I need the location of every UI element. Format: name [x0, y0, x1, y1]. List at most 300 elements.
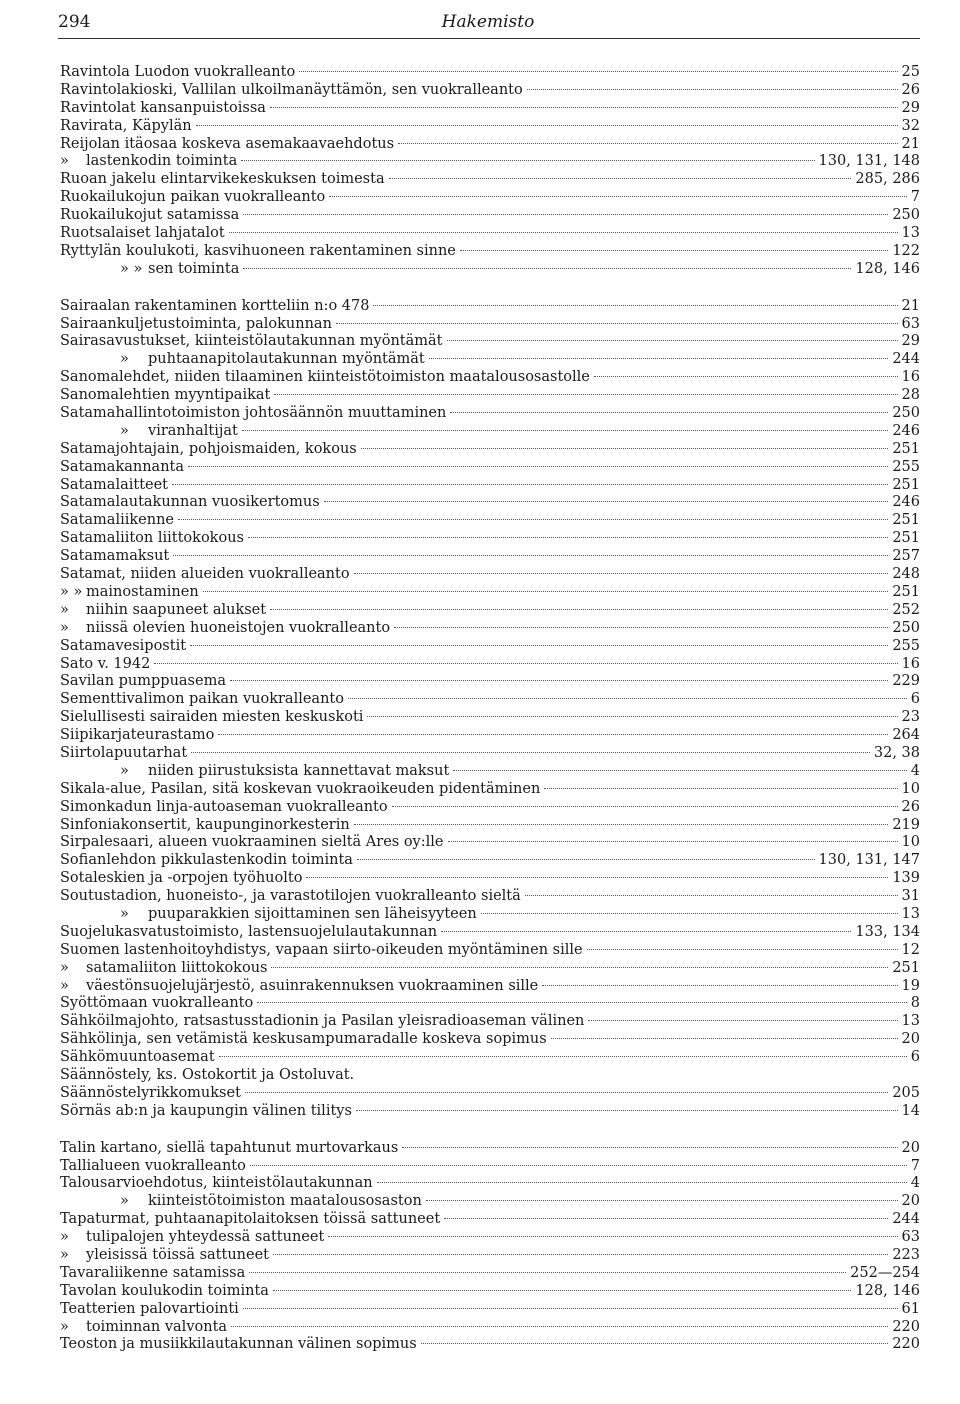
dot-leader: [270, 609, 888, 610]
page-reference: 255: [892, 458, 920, 475]
index-term: Satamat, niiden alueiden vuokralleanto: [60, 566, 350, 583]
dot-leader: [398, 143, 897, 144]
index-entry: [60, 1013, 920, 1031]
page-reference: 246: [892, 422, 920, 439]
index-term: Suojelukasvatustoimisto, lastensuojelulautakunnan: [60, 923, 438, 940]
index-entry: [60, 888, 920, 906]
index-entry: [60, 441, 920, 459]
index-entry: [60, 207, 920, 225]
page-reference: 21: [901, 297, 920, 314]
index-entry: [60, 1067, 920, 1085]
index-term: Ravirata, Käpylän: [60, 117, 192, 134]
index-entry: [60, 100, 920, 118]
dot-leader: [242, 430, 889, 431]
index-entry: [60, 1140, 920, 1158]
page-reference: 257: [892, 548, 920, 565]
page-reference: 16: [901, 369, 920, 386]
dot-leader: [218, 734, 888, 735]
page-reference: 16: [901, 655, 920, 672]
page-reference: 251: [892, 583, 920, 600]
index-term: Ruoan jakelu elintarvikekeskuksen toimesta: [60, 171, 385, 188]
page-reference: 250: [892, 207, 920, 224]
index-entry: [60, 1103, 920, 1121]
dot-leader: [241, 160, 814, 161]
index-entry: [60, 620, 920, 638]
page-reference: 13: [901, 905, 920, 922]
index-entry: [60, 261, 920, 279]
index-term: Sinfoniakonsertit, kaupunginorkesterin: [60, 816, 350, 833]
ditto-mark: »: [60, 959, 69, 976]
page-reference: 130, 131, 148: [818, 153, 920, 170]
dot-leader: [336, 323, 898, 324]
dot-leader: [392, 806, 898, 807]
index-entry: [60, 189, 920, 207]
dot-leader: [219, 1056, 907, 1057]
index-entry: [60, 225, 920, 243]
page-reference: 285, 286: [855, 171, 920, 188]
index-entry: [60, 1247, 920, 1265]
index-entry: [60, 942, 920, 960]
index-entry: [60, 817, 920, 835]
index-entry: [60, 781, 920, 799]
page-reference: 133, 134: [855, 923, 920, 940]
index-term: kiinteistötoimiston maatalousosaston: [148, 1193, 422, 1210]
index-entry: [60, 298, 920, 316]
dot-leader: [231, 1326, 888, 1327]
page-reference: 244: [892, 351, 920, 368]
index-term: Sofianlehdon pikkulastenkodin toiminta: [60, 852, 353, 869]
dot-leader: [450, 412, 888, 413]
index-entry: [60, 584, 920, 602]
page-reference: 251: [892, 440, 920, 457]
index-term: sen toiminta: [148, 260, 240, 277]
index-entry: [60, 64, 920, 82]
index-term: puhtaanapitolautakunnan myöntämät: [148, 351, 425, 368]
index-term: Sairasavustukset, kiinteistölautakunnan myöntämät: [60, 333, 443, 350]
dot-leader: [306, 877, 888, 878]
dot-leader: [377, 1182, 907, 1183]
page-reference: 8: [910, 995, 920, 1012]
page-reference: 13: [901, 225, 920, 242]
index-entry: [60, 745, 920, 763]
index-entry: [60, 477, 920, 495]
page-reference: 246: [892, 494, 920, 511]
index-term: Syöttömaan vuokralleanto: [60, 995, 254, 1012]
index-term: Soutustadion, huoneisto-, ja varastotilojen vuokralleanto sieltä: [60, 888, 521, 905]
dot-leader: [178, 519, 888, 520]
index-term: Savilan pumppuasema: [60, 673, 226, 690]
dot-leader: [328, 1236, 897, 1237]
index-term: Ravintolakioski, Vallilan ulkoilmanäyttämön, sen vuokralleanto: [60, 81, 523, 98]
dot-leader: [389, 178, 852, 179]
index-term: Sato v. 1942: [60, 655, 151, 672]
dot-leader: [453, 770, 906, 771]
index-entry: [60, 1211, 920, 1229]
page-reference: 10: [901, 834, 920, 851]
index-entry: [60, 763, 920, 781]
dot-leader: [354, 573, 889, 574]
dot-leader: [402, 1147, 897, 1148]
index-entry: [60, 1085, 920, 1103]
index-term: toiminnan valvonta: [86, 1318, 228, 1335]
dot-leader: [367, 716, 897, 717]
index-entry: [60, 171, 920, 189]
dot-leader: [354, 824, 889, 825]
dot-leader: [250, 1165, 907, 1166]
index-entry: [60, 405, 920, 423]
index-entry: [60, 512, 920, 530]
index-entry: [60, 387, 920, 405]
index-term: lastenkodin toiminta: [86, 153, 238, 170]
page-reference: 255: [892, 637, 920, 654]
dot-leader: [299, 71, 897, 72]
index-term: Sanomalehdet, niiden tilaaminen kiinteistötoimiston maatalousosastolle: [60, 369, 590, 386]
index-term: mainostaminen: [86, 583, 199, 600]
dot-leader: [551, 1038, 898, 1039]
index-entry: [60, 960, 920, 978]
dot-leader: [324, 501, 889, 502]
page-reference: 20: [901, 1139, 920, 1156]
ditto-mark: »: [60, 619, 69, 636]
index-term: Ruokailukojut satamissa: [60, 207, 240, 224]
index-body: [60, 64, 920, 1354]
index-term: Ruokailukojun paikan vuokralleanto: [60, 189, 326, 206]
index-term: Satamalautakunnan vuosikertomus: [60, 494, 320, 511]
page-reference: 28: [901, 387, 920, 404]
dot-leader: [348, 698, 907, 699]
index-term: Tapaturmat, puhtaanapitolaitoksen töissä sattuneet: [60, 1211, 441, 1228]
index-group-t: [60, 1140, 920, 1355]
index-term: Sanomalehtien myyntipaikat: [60, 387, 271, 404]
ditto-mark: »: [60, 1318, 69, 1335]
index-entry: [60, 870, 920, 888]
index-entry: [60, 351, 920, 369]
dot-leader: [243, 214, 888, 215]
dot-leader: [329, 196, 906, 197]
index-entry: [60, 799, 920, 817]
index-entry: [60, 673, 920, 691]
running-title: Hakemisto: [441, 12, 535, 32]
dot-leader: [245, 1092, 888, 1093]
index-term: Tavolan koulukodin toiminta: [60, 1282, 269, 1299]
index-entry: [60, 423, 920, 441]
ditto-mark: »: [60, 1247, 69, 1263]
dot-leader: [527, 89, 898, 90]
index-term: väestönsuojelujärjestö, asuinrakennuksen vuokraaminen sille: [86, 977, 539, 994]
index-term: Sielullisesti sairaiden miesten keskuskoti: [60, 709, 364, 726]
header-rule: [58, 38, 920, 39]
index-term: Siipikarjateurastamo: [60, 727, 215, 744]
dot-leader: [525, 895, 898, 896]
index-term: niissä olevien huoneistojen vuokralleanto: [86, 619, 391, 636]
dot-leader: [594, 376, 898, 377]
index-entry: [60, 369, 920, 387]
page-reference: 13: [901, 1013, 920, 1030]
page-reference: 6: [910, 691, 920, 708]
ditto-mark: »: [120, 762, 129, 779]
index-entry: [60, 316, 920, 334]
dot-leader: [460, 250, 888, 251]
index-entry: [60, 1229, 920, 1247]
dot-leader: [394, 627, 888, 628]
page-reference: 220: [892, 1318, 920, 1335]
page-header: [58, 12, 918, 40]
index-term: Satamalaitteet: [60, 476, 169, 493]
index-entry: [60, 566, 920, 584]
dot-leader: [271, 967, 888, 968]
index-entry: [60, 136, 920, 154]
index-term: viranhaltijat: [148, 422, 238, 439]
index-term: Siirtolapuutarhat: [60, 744, 188, 761]
page-reference: 252: [892, 601, 920, 618]
ditto-mark: » »: [120, 260, 143, 277]
index-entry: [60, 1319, 920, 1337]
index-entry: [60, 243, 920, 261]
index-entry: [60, 656, 920, 674]
dot-leader: [273, 1254, 888, 1255]
page-reference: 29: [901, 99, 920, 116]
page-reference: 223: [892, 1247, 920, 1263]
index-entry: [60, 834, 920, 852]
page-reference: 251: [892, 959, 920, 976]
page-reference: 128, 146: [855, 1282, 920, 1299]
index-entry: [60, 459, 920, 477]
page-reference: 29: [901, 333, 920, 350]
index-term: Satamaliiton liittokokous: [60, 530, 244, 547]
ditto-mark: »: [120, 351, 129, 368]
index-term: Sotaleskien ja -orpojen työhuolto: [60, 870, 303, 887]
index-term: Satamaliikenne: [60, 512, 174, 529]
index-entry: [60, 333, 920, 351]
page-reference: 128, 146: [855, 260, 920, 277]
ditto-mark: »: [120, 1193, 129, 1210]
index-term: Tallialueen vuokralleanto: [60, 1157, 246, 1174]
index-term: Ryttylän koulukoti, kasvihuoneen rakentaminen sinne: [60, 242, 456, 259]
page-reference: 23: [901, 709, 920, 726]
index-term: Satamahallintotoimiston johtosäännön muuttaminen: [60, 405, 447, 422]
page-reference: 61: [901, 1300, 920, 1317]
page-reference: 4: [910, 762, 920, 779]
index-term: Tavaraliikenne satamissa: [60, 1264, 246, 1281]
page-reference: 20: [901, 1193, 920, 1210]
index-term: Sähköilmajohto, ratsastusstadionin ja Pasilan yleisradioaseman välinen: [60, 1013, 585, 1030]
index-term: Ravintolat kansanpuistoissa: [60, 99, 266, 116]
index-entry: [60, 1031, 920, 1049]
index-entry: [60, 691, 920, 709]
ditto-mark: »: [60, 601, 69, 618]
page-reference: 130, 131, 147: [818, 852, 920, 869]
dot-leader: [273, 1290, 851, 1291]
dot-leader: [429, 358, 889, 359]
page-reference: 26: [901, 81, 920, 98]
ditto-mark: »: [60, 977, 69, 994]
ditto-mark: »: [60, 153, 69, 170]
index-term: Teatterien palovartiointi: [60, 1300, 239, 1317]
dot-leader: [191, 752, 870, 753]
index-term: Sähkömuuntoasemat: [60, 1049, 215, 1066]
dot-leader: [544, 788, 897, 789]
index-term: Teoston ja musiikkilautakunnan välinen sopimus: [60, 1336, 417, 1353]
page-reference: 7: [910, 1157, 920, 1174]
index-term: Sörnäs ab:n ja kaupungin välinen tilitys: [60, 1102, 352, 1119]
index-entry: [60, 82, 920, 100]
dot-leader: [154, 663, 897, 664]
index-term: tulipalojen yhteydessä sattuneet: [86, 1229, 325, 1246]
page-reference: 244: [892, 1211, 920, 1228]
dot-leader: [373, 305, 897, 306]
index-entry: [60, 978, 920, 996]
dot-leader: [361, 448, 889, 449]
dot-leader: [203, 591, 889, 592]
index-term: Simonkadun linja-autoaseman vuokralleanto: [60, 798, 388, 815]
page-reference: 250: [892, 405, 920, 422]
dot-leader: [542, 985, 897, 986]
dot-leader: [188, 466, 888, 467]
index-entry: [60, 906, 920, 924]
index-entry: [60, 118, 920, 136]
index-entry: [60, 852, 920, 870]
index-group-s: [60, 298, 920, 1121]
index-entry: [60, 1175, 920, 1193]
page-reference: 10: [901, 780, 920, 797]
index-term: puuparakkien sijoittaminen sen läheisyyteen: [148, 905, 477, 922]
dot-leader: [481, 913, 898, 914]
page-reference: 21: [901, 135, 920, 152]
index-entry: [60, 924, 920, 942]
index-term: yleisissä töissä sattuneet: [86, 1247, 269, 1263]
page-reference: 251: [892, 512, 920, 529]
dot-leader: [588, 1020, 897, 1021]
ditto-mark: »: [120, 905, 129, 922]
dot-leader: [248, 537, 888, 538]
ditto-mark: » »: [60, 583, 83, 600]
dot-leader: [441, 931, 851, 932]
index-term: Sementtivalimon paikan vuokralleanto: [60, 691, 344, 708]
dot-leader: [230, 680, 888, 681]
dot-leader: [243, 268, 851, 269]
index-entry: [60, 1336, 920, 1354]
index-term: Satamavesipostit: [60, 637, 187, 654]
dot-leader: [249, 1272, 846, 1273]
page-reference: 20: [901, 1031, 920, 1048]
ditto-mark: »: [120, 422, 129, 439]
index-term: Sairaalan rakentaminen kortteliin n:o 478: [60, 297, 370, 314]
page-reference: 219: [892, 816, 920, 833]
page-reference: 205: [892, 1084, 920, 1101]
index-term: Sikala-alue, Pasilan, sitä koskevan vuokraoikeuden pidentäminen: [60, 780, 541, 797]
page-reference: 264: [892, 727, 920, 744]
dot-leader: [444, 1218, 888, 1219]
page-reference: 6: [910, 1049, 920, 1066]
dot-leader: [172, 484, 888, 485]
ditto-mark: »: [60, 1229, 69, 1246]
dot-leader: [196, 125, 898, 126]
index-term: satamaliiton liittokokous: [86, 959, 268, 976]
index-term: Sirpalesaari, alueen vuokraaminen sieltä Ares oy:lle: [60, 834, 444, 851]
page-number: 294: [58, 12, 91, 32]
page-reference: 63: [901, 315, 920, 332]
index-entry: [60, 1049, 920, 1067]
page-reference: 250: [892, 619, 920, 636]
dot-leader: [257, 1002, 907, 1003]
index-term: Säännöstely, ks. Ostokortit ja Ostoluvat.: [60, 1066, 355, 1083]
index-entry: [60, 494, 920, 512]
index-term: Säännöstelyrikkomukset: [60, 1084, 241, 1101]
index-entry: [60, 602, 920, 620]
page-reference: 122: [892, 242, 920, 259]
index-entry: [60, 1301, 920, 1319]
dot-leader: [243, 1308, 898, 1309]
index-term: Satamamaksut: [60, 548, 170, 565]
index-entry: [60, 1193, 920, 1211]
index-term: Satamajohtajain, pohjoismaiden, kokous: [60, 440, 357, 457]
page-reference: 31: [901, 888, 920, 905]
page-reference: 63: [901, 1229, 920, 1246]
dot-leader: [173, 555, 888, 556]
index-entry: [60, 727, 920, 745]
page-reference: 220: [892, 1336, 920, 1353]
index-term: Sairaankuljetustoiminta, palokunnan: [60, 315, 332, 332]
dot-leader: [274, 394, 897, 395]
page-reference: 32: [901, 117, 920, 134]
page-reference: 25: [901, 64, 920, 80]
index-term: Talin kartano, siellä tapahtunut murtovarkaus: [60, 1139, 399, 1156]
page-reference: 12: [901, 941, 920, 958]
index-term: niiden piirustuksista kannettavat maksut: [148, 762, 450, 779]
dot-leader: [357, 859, 815, 860]
dot-leader: [356, 1110, 898, 1111]
page-reference: 229: [892, 673, 920, 690]
index-entry: [60, 1265, 920, 1283]
dot-leader: [270, 107, 898, 108]
index-entry: [60, 530, 920, 548]
page-reference: 248: [892, 566, 920, 583]
page-reference: 251: [892, 476, 920, 493]
page-reference: 252—254: [850, 1264, 920, 1281]
page-reference: 251: [892, 530, 920, 547]
dot-leader: [426, 1200, 898, 1201]
index-entry: [60, 638, 920, 656]
index-term: Talousarvioehdotus, kiinteistölautakunnan: [60, 1175, 373, 1192]
page-reference: 4: [910, 1175, 920, 1192]
dot-leader: [447, 340, 898, 341]
dot-leader: [421, 1343, 889, 1344]
index-entry: [60, 1158, 920, 1176]
index-term: Ruotsalaiset lahjatalot: [60, 225, 225, 242]
dot-leader: [448, 841, 898, 842]
page-reference: 32, 38: [873, 744, 920, 761]
index-term: Suomen lastenhoitoyhdistys, vapaan siirto-oikeuden myöntäminen sille: [60, 941, 583, 958]
page-reference: 139: [892, 870, 920, 887]
index-term: Ravintola Luodon vuokralleanto: [60, 64, 296, 80]
dot-leader: [587, 949, 898, 950]
index-entry: [60, 153, 920, 171]
index-term: niihin saapuneet alukset: [86, 601, 267, 618]
dot-leader: [229, 232, 898, 233]
dot-leader: [190, 645, 888, 646]
index-group-r: [60, 64, 920, 279]
page-reference: 26: [901, 798, 920, 815]
page-reference: 14: [901, 1102, 920, 1119]
page-reference: 7: [910, 189, 920, 206]
index-entry: [60, 995, 920, 1013]
index-entry: [60, 548, 920, 566]
index-term: Reijolan itäosaa koskeva asemakaavaehdotus: [60, 135, 395, 152]
index-term: Sähkölinja, sen vetämistä keskusampumaradalle koskeva sopimus: [60, 1031, 547, 1048]
index-term: Satamakannanta: [60, 458, 185, 475]
index-entry: [60, 709, 920, 727]
index-entry: [60, 1283, 920, 1301]
